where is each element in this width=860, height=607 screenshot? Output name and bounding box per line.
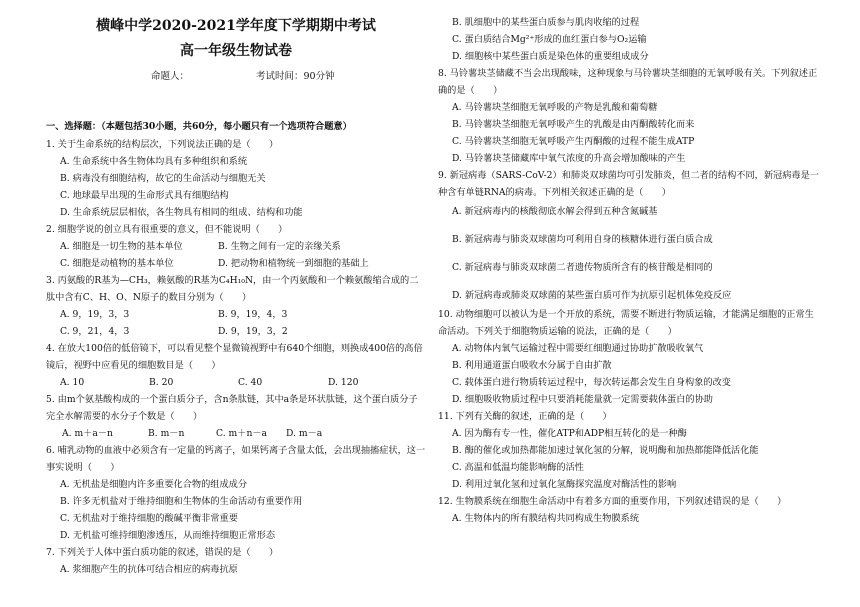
option-line: B. 许多无机盐对于维持细胞和生物体的生命活动有重要作用 xyxy=(60,496,303,507)
option: B. 20 xyxy=(149,377,174,388)
option-line: B. 病毒没有细胞结构，故它的生命活动与细胞无关 xyxy=(60,173,266,184)
question-7: 7. 下列关于人体中蛋白质功能的叙述，错误的是（ ） xyxy=(46,547,279,558)
option-line: C. 无机盐对于维持细胞的酸碱平衡非常重要 xyxy=(60,513,238,524)
option-line: B. 利用通道蛋白吸收水分属于自由扩散 xyxy=(452,360,612,371)
option-line: A. 动物体内氧气运输过程中需要红细胞通过协助扩散吸收氧气 xyxy=(452,343,704,354)
exam-title: 横峰中学2020-2021学年度下学期期中考试 xyxy=(96,18,376,34)
option-line: A. 生命系统中各生物体均具有多种组织和系统 xyxy=(60,156,248,167)
option-line: D. 利用过氧化氢和过氧化氢酶探究温度对酶活性的影响 xyxy=(452,479,677,490)
question-4: 4. 在放大100倍的低倍镜下，可以看见整个显微镜视野中有640个细胞，则换成400倍的高倍 xyxy=(46,343,423,354)
option-line: D. 细胞核中某些蛋白质是染色体的重要组成成分 xyxy=(452,51,649,62)
option-line: D. 生命系统层层相依，各生物具有相同的组成、结构和功能 xyxy=(60,207,303,218)
question-5: 5. 由m个氨基酸构成的一个蛋白质分子，含n条肽链，其中a条是环状肽链，这个蛋白质分子 xyxy=(46,394,418,405)
option: A. 9，19，3，3 xyxy=(60,309,130,320)
option: C. 40 xyxy=(238,377,263,388)
option-line: B. 酶的催化或加热都能加速过氧化氢的分解，说明酶和加热都能降低活化能 xyxy=(452,445,759,456)
option: D. m－a xyxy=(286,428,323,439)
option-line: D. 无机盐可维持细胞渗透压，从而维持细胞正常形态 xyxy=(60,530,276,541)
option-line: C. 马铃薯块茎细胞无氧呼吸产生丙酮酸的过程不能生成ATP xyxy=(452,136,695,147)
option: C. m＋n－a xyxy=(216,428,268,439)
option: A. 10 xyxy=(60,377,85,388)
option: B. m－n xyxy=(148,428,185,439)
option-line: A. 新冠病毒内的核酸彻底水解会得到五种含氮碱基 xyxy=(452,206,658,217)
question-9: 9. 新冠病毒（SARS-CoV-2）和肺炎双球菌均可引发肺炎，但二者的结构不同，新冠病毒是一 xyxy=(438,170,819,181)
question-1: 1. 关于生命系统的结构层次，下列说法正确的是（ ） xyxy=(46,139,279,150)
question-8: 8. 马铃薯块茎储藏不当会出现酸味，这种现象与马铃薯块茎细胞的无氧呼吸有关。下列叙述正 xyxy=(438,68,818,79)
option-line: B. 肌细胞中的某些蛋白质参与肌肉收缩的过程 xyxy=(452,17,640,28)
option-line: C. 蛋白质结合Mg²⁺形成的血红蛋白参与O₂运输 xyxy=(452,34,647,45)
question-12: 12. 生物膜系统在细胞生命活动中有着多方面的重要作用，下列叙述错误的是（ ） xyxy=(438,496,787,507)
option-line: B. 马铃薯块茎细胞无氧呼吸产生的乳酸是由丙酮酸转化而来 xyxy=(452,119,695,130)
option: A. 细胞是一切生物的基本单位 xyxy=(60,241,183,252)
exam-subtitle: 高一年级生物试卷 xyxy=(180,43,292,59)
question-9-cont: 种含有单链RNA的病毒。下列相关叙述正确的是（ ） xyxy=(438,187,671,198)
option-line: D. 细胞吸收物质过程中只要消耗能量就一定需要载体蛋白的协助 xyxy=(452,394,713,405)
option: A. m＋a－n xyxy=(62,428,113,439)
option-line: C. 高温和低温均能影响酶的活性 xyxy=(452,462,584,473)
option: B. 9，19，4，3 xyxy=(218,309,288,320)
question-11: 11. 下列有关酶的叙述，正确的是（ ） xyxy=(438,411,612,422)
option-line: C. 载体蛋白进行物质转运过程中，每次转运都会发生自身构象的改变 xyxy=(452,377,731,388)
question-8-cont: 确的是（ ） xyxy=(438,85,503,96)
option-line: A. 因为酶有专一性，催化ATP和ADP相互转化的是一种酶 xyxy=(452,428,687,439)
section-heading: 一、选择题：（本题包括30小题，共60分，每小题只有一个选项符合题意） xyxy=(46,121,352,132)
question-2: 2. 细胞学说的创立具有很重要的意义，但不能说明（ ） xyxy=(46,224,288,235)
question-10: 10. 动物细胞可以被认为是一个开放的系统，需要不断进行物质运输，才能满足细胞的正常生 xyxy=(438,309,814,320)
option-line: B. 新冠病毒与肺炎双球菌均可利用自身的核糖体进行蛋白质合成 xyxy=(452,234,713,245)
question-4-cont: 镜后，视野中应看见的细胞数目是（ ） xyxy=(46,360,221,371)
option: C. 细胞是动植物的基本单位 xyxy=(60,258,174,269)
option: D. 120 xyxy=(328,377,359,388)
question-10-cont: 命活动。下列关于细胞物质运输的说法，正确的是（ ） xyxy=(438,326,677,337)
question-3: 3. 丙氨酸的R基为—CH₃，赖氨酸的R基为C₄H₁₀N，由一个丙氨酸和一个赖氨酸缩合成的二 xyxy=(46,275,419,286)
option-line: D. 马铃薯块茎储藏库中氧气浓度的升高会增加酸味的产生 xyxy=(452,153,686,164)
exam-time: 考试时间：90分钟 xyxy=(256,71,335,82)
option: B. 生物之间有一定的亲缘关系 xyxy=(218,241,341,252)
option: D. 9，19，3，2 xyxy=(218,326,288,337)
option-line: D. 新冠病毒或肺炎双球菌的某些蛋白质可作为抗原引起机体免疫反应 xyxy=(452,290,732,301)
author-label: 命题人： xyxy=(151,71,190,82)
question-3-cont: 肽中含有C、H、O、N原子的数目分别为（ ） xyxy=(46,292,252,303)
option-line: A. 浆细胞产生的抗体可结合相应的病毒抗原 xyxy=(60,564,238,575)
question-5-cont: 完全水解需要的水分子个数是（ ） xyxy=(46,411,203,422)
option-line: C. 新冠病毒与肺炎双球菌二者遗传物质所含有的核苷酸是相同的 xyxy=(452,262,713,273)
option-line: C. 地球最早出现的生命形式具有细胞结构 xyxy=(60,190,229,201)
option-line: A. 马铃薯块茎细胞无氧呼吸的产物是乳酸和葡萄糖 xyxy=(452,102,658,113)
question-6-cont: 事实说明（ ） xyxy=(46,462,120,473)
option-line: A. 生物体内的所有膜结构共同构成生物膜系统 xyxy=(452,513,640,524)
question-6: 6. 哺乳动物的血液中必须含有一定量的钙离子，如果钙离子含量太低，会出现抽搐症状，这一 xyxy=(46,445,426,456)
option: C. 9，21，4，3 xyxy=(60,326,130,337)
option: D. 把动物和植物统一到细胞的基础上 xyxy=(218,258,369,269)
option-line: A. 无机盐是细胞内许多重要化合物的组成成分 xyxy=(60,479,248,490)
